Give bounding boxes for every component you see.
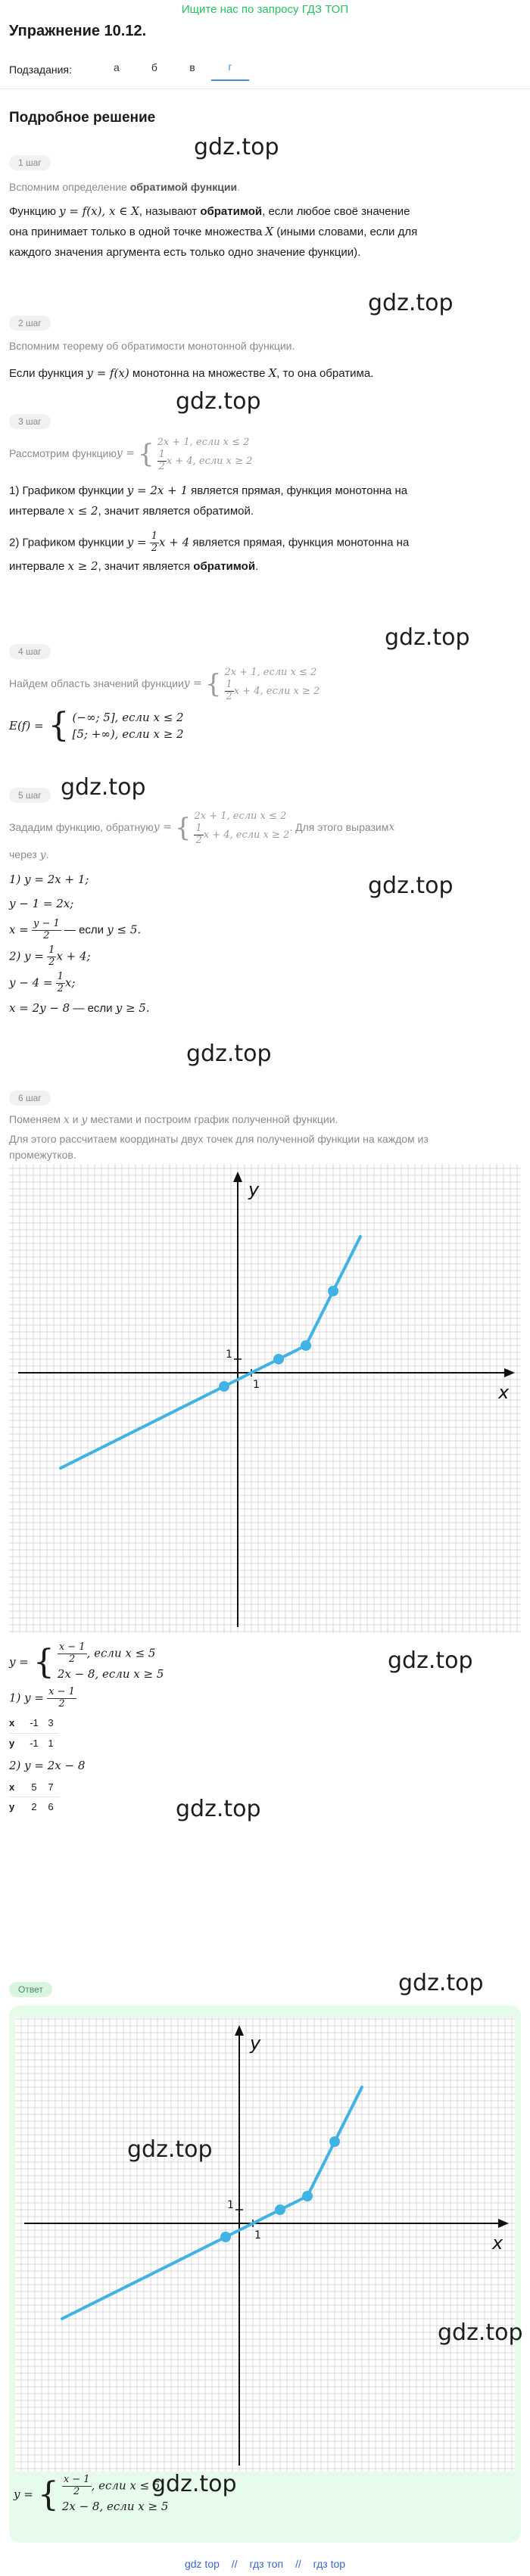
range-formula xyxy=(0,706,530,745)
system-line xyxy=(157,450,253,473)
equation-3 xyxy=(0,919,530,942)
text: 1) Графиком функции xyxy=(9,484,127,497)
fraction xyxy=(62,2475,92,2498)
system-line: 2x − 8, если x ≥ 5 xyxy=(57,1666,164,1681)
hint-text: и xyxy=(69,1112,82,1125)
table-1-title xyxy=(0,1687,530,1710)
watermark: gdz.top xyxy=(388,1647,473,1674)
piecewise-system xyxy=(175,809,289,847)
hint-text: . xyxy=(237,180,240,193)
hint-text: . Для этого выразим xyxy=(289,821,389,834)
denominator: 2 xyxy=(43,929,50,941)
table-cell: 2 xyxy=(26,1797,42,1817)
math: 2) y = xyxy=(9,949,44,963)
plot-background xyxy=(15,2018,515,2472)
system-line xyxy=(194,823,289,847)
math: y = xyxy=(153,821,172,834)
footer-separator: // xyxy=(231,2558,238,2570)
step-hint-cont xyxy=(0,847,530,863)
data-point xyxy=(273,1354,284,1364)
hint-text: через xyxy=(9,848,40,860)
footer-links xyxy=(0,2556,530,2572)
math: y xyxy=(81,1113,88,1126)
fraction xyxy=(58,1642,87,1666)
paragraph-1 xyxy=(0,482,530,500)
numerator: x − 1 xyxy=(48,1686,75,1698)
brace: { xyxy=(48,706,70,745)
hint-text: Рассмотрим функцию xyxy=(9,447,117,460)
math: x + 4; xyxy=(56,949,91,963)
table-cell: -1 xyxy=(26,1733,42,1753)
bold-term: обратимой xyxy=(200,204,263,218)
data-point xyxy=(220,2232,231,2242)
math: y ≥ 5. xyxy=(115,1000,150,1015)
answer-pill: Ответ xyxy=(9,1982,52,1997)
system-lines xyxy=(58,1642,164,1682)
data-point xyxy=(275,2204,285,2215)
step-hint xyxy=(0,179,530,195)
system-line-tail: x + 4, если x ≥ 2 xyxy=(166,455,253,467)
denominator: 2 xyxy=(48,956,55,968)
step-hint xyxy=(0,435,530,473)
text: , значит является xyxy=(98,559,194,573)
system-line xyxy=(58,1642,164,1666)
math: y = xyxy=(116,447,135,460)
math: y ≤ 5. xyxy=(107,922,142,937)
table-cell: x xyxy=(9,1717,15,1729)
x-axis-label: x xyxy=(492,2232,504,2254)
numerator: 1 xyxy=(226,679,232,690)
top-search-hint[interactable]: Ищите нас по запросу ГДЗ ТОП xyxy=(181,3,349,16)
system-line-tail: , если x ≤ 5 xyxy=(91,2478,161,2493)
fraction xyxy=(225,680,234,703)
step-hint xyxy=(0,665,530,703)
result-system xyxy=(33,1642,164,1682)
text: Функцию xyxy=(9,204,60,218)
result-formula xyxy=(0,1642,530,1817)
system-line-tail: x + 4, если x ≥ 2 xyxy=(203,829,290,841)
numerator: 1 xyxy=(158,449,165,460)
brace: { xyxy=(204,668,222,699)
hint-text: . xyxy=(45,848,49,860)
x-tick-label: 1 xyxy=(253,1379,260,1391)
math: x ≥ 2 xyxy=(67,558,98,573)
footer-link[interactable]: гдз top xyxy=(313,2558,346,2570)
math: x + 4 xyxy=(159,535,190,549)
answer-graph-chart xyxy=(15,2018,515,2472)
text: интервале xyxy=(9,559,68,573)
result-system-row xyxy=(0,1642,530,1682)
watermark: gdz.top xyxy=(186,1041,272,1067)
table-cell: 1 xyxy=(42,1733,59,1753)
math: x = 2y − 8 xyxy=(9,1000,70,1015)
piecewise-system xyxy=(138,435,252,473)
math: x xyxy=(63,1113,70,1126)
math: X xyxy=(265,225,274,238)
math: X xyxy=(268,366,277,380)
answer-system xyxy=(38,2475,169,2515)
text: — если xyxy=(61,923,108,937)
text: Если функция xyxy=(9,366,87,380)
brace: { xyxy=(37,2475,59,2514)
system-lines xyxy=(73,709,184,743)
data-point xyxy=(219,1381,229,1392)
numerator: 1 xyxy=(195,823,202,834)
system-line: 2x + 1, если x ≤ 2 xyxy=(157,436,250,448)
equation-4 xyxy=(0,945,530,969)
equation-5 xyxy=(0,972,530,995)
math: y xyxy=(39,848,46,861)
subtasks-bar xyxy=(0,42,530,81)
data-point xyxy=(328,1286,338,1296)
step-hint xyxy=(0,1112,530,1128)
step-4 xyxy=(0,643,530,743)
text: является прямая, функция монотонна на xyxy=(188,484,408,497)
answer-formula xyxy=(14,2475,168,2515)
values-table-2 xyxy=(9,1778,59,1817)
step-hint-2: Для этого рассчитаем координаты двух точек для полученной функции на каждом из xyxy=(9,1132,429,1145)
math: y = xyxy=(14,2487,33,2502)
definition-line-2 xyxy=(0,223,530,241)
system-line: [5; +∞), если x ≥ 2 xyxy=(72,727,184,742)
step-2 xyxy=(0,315,530,382)
text: 2) Графиком функции xyxy=(9,536,127,549)
system-line-tail: x + 4, если x ≥ 2 xyxy=(233,685,320,697)
brace: { xyxy=(137,438,154,469)
step-badge: 2 шаг xyxy=(9,316,51,331)
page-title: Упражнение 10.12. xyxy=(9,23,147,39)
watermark: gdz.top xyxy=(61,774,146,801)
text: , называют xyxy=(139,204,201,218)
system-line: (−∞; 5], если x ≤ 2 xyxy=(72,710,184,724)
answer-label xyxy=(0,1981,530,1999)
text: монотонна на множестве xyxy=(129,366,269,380)
math: y = xyxy=(9,1655,29,1669)
denominator: 2 xyxy=(58,1698,65,1710)
table-cell: 7 xyxy=(48,1781,54,1793)
table-cell: 5 xyxy=(31,1781,37,1793)
denominator: 2 xyxy=(73,2485,80,2497)
denominator: 2 xyxy=(69,1653,76,1665)
math: x ≤ 2 xyxy=(67,504,98,518)
math: y = xyxy=(126,535,147,549)
denominator: 2 xyxy=(226,690,232,702)
text: — если xyxy=(70,1001,116,1015)
system-line: 2x + 1, если x ≤ 2 xyxy=(194,810,287,822)
watermark: gdz.top xyxy=(127,2136,213,2163)
text: интервале xyxy=(9,505,68,518)
system-line: 2x − 8, если x ≥ 5 xyxy=(61,2499,169,2513)
hint-text: Найдем область значений функции xyxy=(9,677,184,690)
system-line: 2x + 1, если x ≤ 2 xyxy=(224,666,317,678)
fraction xyxy=(47,945,56,969)
watermark: gdz.top xyxy=(438,2319,523,2346)
system-line xyxy=(225,680,320,703)
step-hint: Вспомним теорему об обратимости монотонной функции. xyxy=(9,339,295,352)
table-cell: x xyxy=(9,1781,15,1793)
footer-separator: // xyxy=(295,2558,301,2570)
y-axis-label: y xyxy=(250,2033,261,2054)
bold-term: обратимой xyxy=(193,559,256,573)
math: y − 4 = xyxy=(9,975,53,990)
watermark: gdz.top xyxy=(368,290,454,316)
subtask-a[interactable]: а xyxy=(114,61,120,73)
text: , значит является обратимой. xyxy=(98,505,254,518)
equation-2: y − 1 = 2x; xyxy=(9,897,74,911)
math: y = f(x), x ∈ X xyxy=(59,204,139,218)
fraction xyxy=(157,450,167,473)
table-row xyxy=(9,1713,59,1733)
answer-box xyxy=(9,2005,521,2543)
watermark: gdz.top xyxy=(194,134,279,160)
fraction xyxy=(47,1687,76,1710)
numerator: x − 1 xyxy=(58,1641,86,1653)
step-badge: 6 шаг xyxy=(9,1090,51,1106)
math: y = 2x + 1 xyxy=(126,483,189,497)
numerator: 1 xyxy=(57,970,64,982)
hint-bold: обратимой функции xyxy=(129,180,238,193)
math: E(f) = xyxy=(9,719,44,733)
subtask-v[interactable]: в xyxy=(189,61,195,73)
fraction xyxy=(150,531,159,555)
math: 1) y = xyxy=(9,1691,44,1705)
math: x xyxy=(388,821,395,834)
subtasks-label: Подзадания: xyxy=(9,64,72,76)
text: она принимает только в одной точке множества xyxy=(9,226,266,238)
watermark: gdz.top xyxy=(176,1796,261,1822)
table-2-title: 2) y = 2x − 8 xyxy=(9,1759,86,1773)
step-3 xyxy=(0,413,530,575)
table-cell: -1 xyxy=(30,1717,39,1729)
system-line-tail: , если x ≤ 5 xyxy=(86,1646,156,1660)
x-axis-label: x xyxy=(498,1382,510,1403)
text: (иными словами, если для xyxy=(273,226,418,238)
x-tick-label: 1 xyxy=(254,2229,261,2242)
step-6 xyxy=(0,1090,530,1163)
subtask-g[interactable]: г xyxy=(211,59,249,81)
denominator: 2 xyxy=(57,982,64,994)
paragraph-2-cont xyxy=(0,558,530,576)
solution-title: Подробное решение xyxy=(9,110,156,126)
watermark: gdz.top xyxy=(398,1970,484,1996)
watermark: gdz.top xyxy=(368,873,454,899)
text: , то она обратима. xyxy=(276,366,374,380)
denominator: 2 xyxy=(195,834,202,846)
table-cell: 3 xyxy=(48,1717,54,1729)
subtask-b[interactable]: б xyxy=(151,61,157,73)
text: . xyxy=(255,559,259,573)
footer-link[interactable]: gdz top xyxy=(184,2558,220,2570)
data-point xyxy=(302,2191,313,2201)
step-badge: 5 шаг xyxy=(9,788,51,803)
data-point xyxy=(329,2136,340,2147)
system-lines xyxy=(225,665,320,703)
brace: { xyxy=(33,1642,55,1682)
step-hint xyxy=(0,809,530,847)
table-row xyxy=(9,1797,59,1817)
table-cell: 6 xyxy=(42,1797,59,1817)
step-1 xyxy=(0,154,530,261)
y-tick-label: 1 xyxy=(227,2199,234,2211)
graph-chart xyxy=(9,1164,521,1633)
numerator: x − 1 xyxy=(63,2474,90,2485)
watermark: gdz.top xyxy=(176,388,261,415)
math: x = xyxy=(9,922,29,937)
math: x; xyxy=(64,975,76,990)
step-5 xyxy=(0,787,530,1017)
step-badge: 4 шаг xyxy=(9,644,51,659)
y-axis-label: y xyxy=(248,1179,260,1200)
watermark: gdz.top xyxy=(385,624,470,651)
values-table-1 xyxy=(9,1713,59,1753)
text: является прямая, функция монотонна на xyxy=(189,536,410,549)
text: , если любое своё значение xyxy=(262,204,410,218)
step-hint-3: промежутков. xyxy=(9,1148,76,1161)
paragraph-2 xyxy=(0,531,530,555)
system-lines xyxy=(157,435,253,473)
definition-line-1 xyxy=(0,203,530,221)
theorem-line xyxy=(0,365,530,383)
equation-1: 1) y = 2x + 1; xyxy=(9,872,89,886)
range-system xyxy=(48,706,184,745)
math: y = xyxy=(183,677,202,690)
math: y = f(x) xyxy=(86,366,129,380)
hint-text: Поменяем xyxy=(9,1112,64,1125)
numerator: y − 1 xyxy=(33,917,60,929)
data-point xyxy=(301,1340,311,1351)
hint-text: Зададим функцию, обратную xyxy=(9,821,154,834)
definition-line-3: каждого значения аргумента есть только одно значение функции). xyxy=(9,245,361,259)
table-cell: y xyxy=(9,1733,26,1753)
step-badge: 3 шаг xyxy=(9,414,51,429)
fraction xyxy=(32,919,61,942)
y-tick-label: 1 xyxy=(226,1349,232,1361)
numerator: 1 xyxy=(151,530,158,542)
numerator: 1 xyxy=(48,944,55,956)
denominator: 2 xyxy=(151,542,158,554)
table-cell: y xyxy=(9,1797,26,1817)
paragraph-1-cont xyxy=(0,502,530,521)
piecewise-system xyxy=(205,665,320,703)
fraction xyxy=(194,823,203,847)
brace: { xyxy=(174,812,192,843)
table-row xyxy=(9,1733,59,1753)
denominator: 2 xyxy=(158,460,165,472)
fraction xyxy=(56,972,65,995)
step-badge: 1 шаг xyxy=(9,155,51,170)
equation-6 xyxy=(0,1000,530,1018)
table-row xyxy=(9,1778,59,1797)
system-lines xyxy=(194,809,289,847)
watermark: gdz.top xyxy=(151,2471,237,2497)
hint-text: Вспомним определение xyxy=(9,180,130,193)
hint-text: местами и построим график полученной функции. xyxy=(87,1112,338,1125)
footer-link[interactable]: гдз топ xyxy=(249,2558,284,2570)
